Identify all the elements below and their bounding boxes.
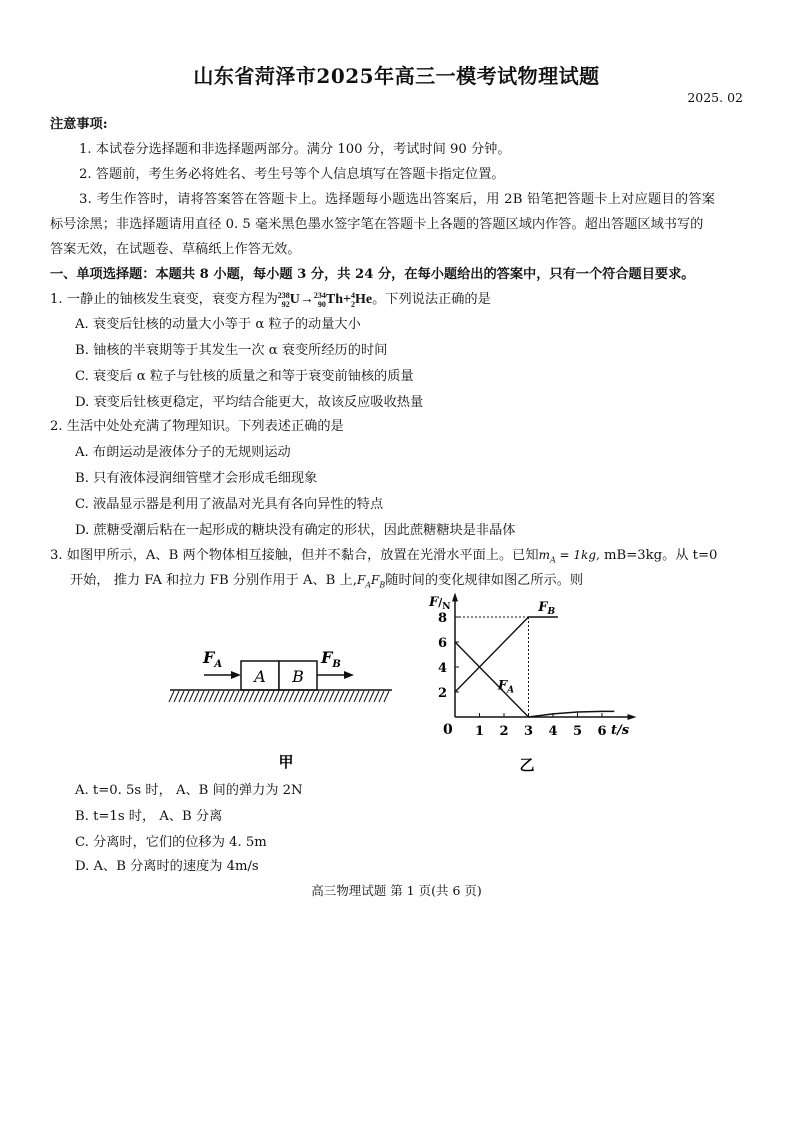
page-title: 山东省菏泽市2025年高三一模考试物理试题 [193, 64, 600, 88]
question-1-option-b: B. 铀核的半衰期等于其发生一次 α 衰变所经历的时间 [75, 343, 388, 358]
question-1-stem [50, 290, 491, 309]
question-1-option-c: C. 衰变后 α 粒子与钍核的质量之和等于衰变前铀核的质量 [75, 369, 414, 384]
hatch-line [329, 691, 334, 702]
hatch-line [239, 691, 244, 702]
x-tick-label: 5 [572, 724, 583, 739]
hatch-line [359, 691, 364, 702]
question-3-option-d: D. A、B 分离时的速度为 4m/s [75, 859, 259, 874]
notice-item: 标号涂黑；非选择题请用直径 0. 5 毫米黑色墨水签字笔在答题卡上各题的答题区域内作答。超出答题区域书写的 [50, 217, 704, 232]
question-3-stem-line1: 3. 如图甲所示，A、B 两个物体相互接触，但并不黏合，放置在光滑水平面上。已知$m_A = 1kg$, mB=3kg。从 t=0 [50, 548, 718, 565]
block-b-label: B [292, 667, 304, 686]
hatch-line [274, 691, 279, 702]
hatch-line [219, 691, 224, 702]
hatch-line [294, 691, 299, 702]
x-tick-label: 4 [548, 724, 558, 739]
y-axis-label: $F/_N$ [429, 595, 451, 612]
x-tick-label: 3 [523, 724, 534, 739]
hatch-line [279, 691, 284, 702]
question-1-text: 1. 一静止的铀核发生衰变，衰变方程为 [50, 292, 278, 307]
decay-equation: 238 92 U→ 234 90 Th+ 4 2 He [277, 291, 373, 309]
hatch-line [184, 691, 189, 702]
question-3-option-c: C. 分离时，它们的位移为 4. 5m [75, 835, 267, 850]
hatch-line [209, 691, 214, 702]
exam-date: 2025. 02 [687, 90, 743, 105]
figure-jia [160, 630, 410, 780]
hatch-line [269, 691, 274, 702]
series-fa-label: $F_A$ [497, 678, 515, 696]
hatch-line [249, 691, 254, 702]
hatch-line [244, 691, 249, 702]
hatch-line [194, 691, 199, 702]
block-a-label: A [254, 667, 266, 686]
hatch-line [369, 691, 374, 702]
notice-item: 答案无效，在试题卷、草稿纸上作答无效。 [50, 242, 301, 257]
force-a-arrowhead [231, 671, 241, 679]
hatch-line [384, 691, 389, 702]
figure-yi-chart [415, 590, 645, 780]
hatch-line [284, 691, 289, 702]
hatch-line [179, 691, 184, 702]
question-2-option-d: D. 蔗糖受潮后粘在一起形成的糖块没有确定的形状，因此蔗糖糖块是非晶体 [75, 523, 516, 538]
notice-item: 2. 答题前，考生务必将姓名、考生号等个人信息填写在答题卡指定位置。 [79, 167, 505, 182]
question-3-option-a: A. t=0. 5s 时， A、B 间的弹力为 2N [75, 783, 303, 798]
hatch-line [264, 691, 269, 702]
y-tick-label: 2 [437, 686, 447, 701]
hatch-line [334, 691, 339, 702]
section-heading: 一、单项选择题：本题共 8 小题，每小题 3 分，共 24 分，在每小题给出的答案中，只有一个符合题目要求。 [50, 267, 695, 282]
hatch-line [344, 691, 349, 702]
y-tick-label: 8 [437, 611, 447, 626]
hatch-line [224, 691, 229, 702]
hatch-line [189, 691, 194, 702]
hatch-line [309, 691, 314, 702]
hatch-line [299, 691, 304, 702]
hatch-line [304, 691, 309, 702]
hatch-line [169, 691, 174, 702]
x-tick-label: 2 [499, 724, 509, 739]
notice-heading: 注意事项: [50, 117, 108, 132]
hatch-line [174, 691, 179, 702]
question-2-option-c: C. 液晶显示器是利用了液晶对光具有各向异性的特点 [75, 497, 384, 512]
notice-item: 1. 本试卷分选择题和非选择题两部分。满分 100 分，考试时间 90 分钟。 [79, 142, 511, 157]
series-fb-label: $F_B$ [538, 600, 556, 617]
hatch-line [319, 691, 324, 702]
question-1-option-a: A. 衰变后钍核的动量大小等于 α 粒子的动量大小 [75, 317, 361, 332]
question-1-option-d: D. 衰变后钍核更稳定，平均结合能更大，故该反应吸收热量 [75, 395, 424, 410]
page-footer: 高三物理试题 第 1 页(共 6 页) [311, 883, 482, 898]
hatch-line [339, 691, 344, 702]
question-3-option-b: B. t=1s 时， A、B 分离 [75, 809, 223, 824]
hatch-line [324, 691, 329, 702]
hatch-line [374, 691, 379, 702]
x-tick-label: 6 [597, 724, 607, 739]
question-2-stem: 2. 生活中处处充满了物理知识。下列表述正确的是 [50, 419, 344, 434]
question-1-text-end: 。下列说法正确的是 [372, 292, 491, 307]
hatch-line [214, 691, 219, 702]
hatch-line [314, 691, 319, 702]
notice-item: 3. 考生作答时，请将答案答在答题卡上。选择题每小题选出答案后，用 2B 铅笔把答题卡上对应题目的答案 [79, 192, 716, 207]
figure-jia-caption: 甲 [278, 753, 294, 771]
ground-hatching [169, 691, 389, 702]
hatch-line [254, 691, 259, 702]
y-tick-label: 6 [437, 636, 447, 651]
origin-label: 0 [443, 722, 453, 738]
question-3-stem-line2: 开始， 推力 FA 和拉力 FB 分别作用于 A、B 上$,F_AF_B$随时间的变化规律如图乙所示。则 [70, 573, 584, 590]
hatch-line [289, 691, 294, 702]
question-2-option-b: B. 只有液体浸润细管壁才会形成毛细现象 [75, 471, 318, 486]
force-b-label: $F_B$ [321, 648, 341, 670]
force-a-label: $F_A$ [203, 648, 223, 670]
x-tick-label: 1 [474, 724, 485, 739]
hatch-line [354, 691, 359, 702]
figure-yi-caption: 乙 [519, 756, 535, 774]
y-axis-arrow [452, 593, 458, 602]
series-fa-after [529, 711, 615, 717]
hatch-line [349, 691, 354, 702]
hatch-line [229, 691, 234, 702]
hatch-line [234, 691, 239, 702]
x-axis-arrow [628, 714, 637, 720]
series-fa [455, 642, 529, 717]
y-tick-label: 4 [437, 661, 447, 676]
force-b-arrowhead [344, 671, 354, 679]
hatch-line [364, 691, 369, 702]
x-axis-label: t/s [611, 723, 630, 738]
hatch-line [379, 691, 384, 702]
hatch-line [204, 691, 209, 702]
hatch-line [259, 691, 264, 702]
question-2-option-a: A. 布朗运动是液体分子的无规则运动 [75, 445, 291, 460]
hatch-line [199, 691, 204, 702]
